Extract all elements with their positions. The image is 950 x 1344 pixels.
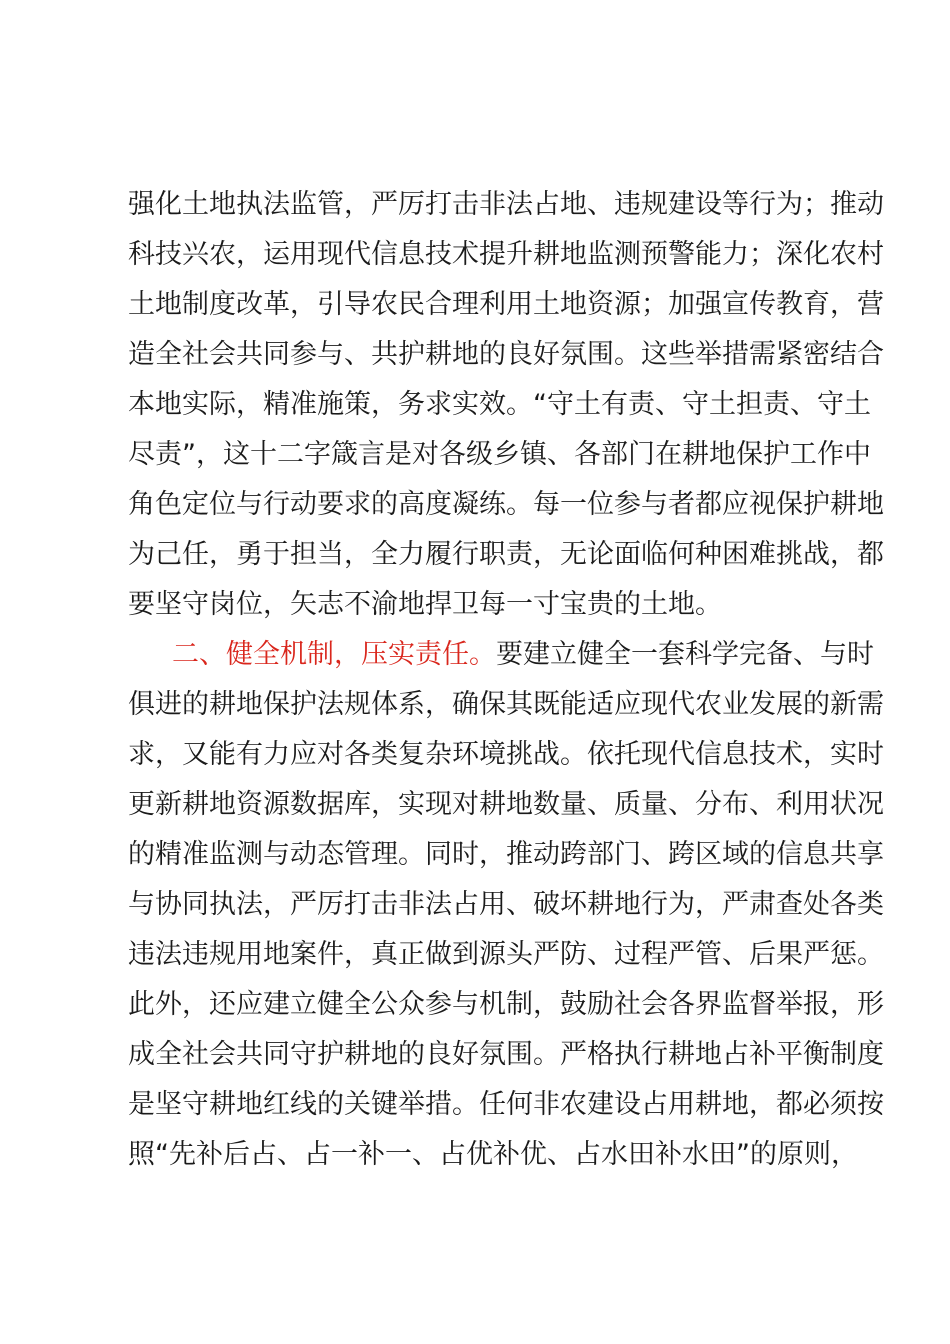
paragraph-line: 更新耕地资源数据库，实现对耕地数量、质量、分布、利用状况 [128,789,884,820]
paragraph-line: 此外，还应建立健全公众参与机制，鼓励社会各界监督举报，形 [128,989,884,1020]
paragraph-line: 尽责”，这十二字箴言是对各级乡镇、各部门在耕地保护工作中 [128,439,871,470]
paragraph-line: 本地实际，精准施策，务求实效。“守土有责、守土担责、守土 [128,389,871,420]
paragraph-line: 是坚守耕地红线的关键举措。任何非农建设占用耕地，都必须按 [128,1089,884,1120]
paragraph-line: 土地制度改革，引导农民合理利用土地资源；加强宣传教育，营 [128,289,884,320]
section-2-first-line [172,630,874,680]
section-text: 要建立健全一套科学完备、与时 [496,639,874,670]
paragraph-line: 的精准监测与动态管理。同时，推动跨部门、跨区域的信息共享 [128,839,884,870]
paragraph-line: 造全社会共同参与、共护耕地的良好氛围。这些举措需紧密结合 [128,339,884,370]
paragraph-line: 要坚守岗位，矢志不渝地捍卫每一寸宝贵的土地。 [128,589,722,620]
paragraph-line: 科技兴农，运用现代信息技术提升耕地监测预警能力；深化农村 [128,239,884,270]
paragraph-line: 照“先补后占、占一补一、占优补优、占水田补水田”的原则， [128,1139,858,1170]
paragraph-line: 为己任，勇于担当，全力履行职责，无论面临何种困难挑战，都 [128,539,884,570]
paragraph-line: 求，又能有力应对各类复杂环境挑战。依托现代信息技术，实时 [128,739,884,770]
paragraph-line: 强化土地执法监管，严厉打击非法占地、违规建设等行为；推动 [128,189,884,220]
paragraph-line: 违法违规用地案件，真正做到源头严防、过程严管、后果严惩。 [128,939,884,970]
paragraph-line: 与协同执法，严厉打击非法占用、破坏耕地行为，严肃查处各类 [128,889,884,920]
paragraph-line: 成全社会共同守护耕地的良好氛围。严格执行耕地占补平衡制度 [128,1039,884,1070]
paragraph-line: 角色定位与行动要求的高度凝练。每一位参与者都应视保护耕地 [128,489,884,520]
section-heading: 二、健全机制，压实责任。 [172,639,496,670]
paragraph-line: 俱进的耕地保护法规体系，确保其既能适应现代农业发展的新需 [128,689,884,720]
